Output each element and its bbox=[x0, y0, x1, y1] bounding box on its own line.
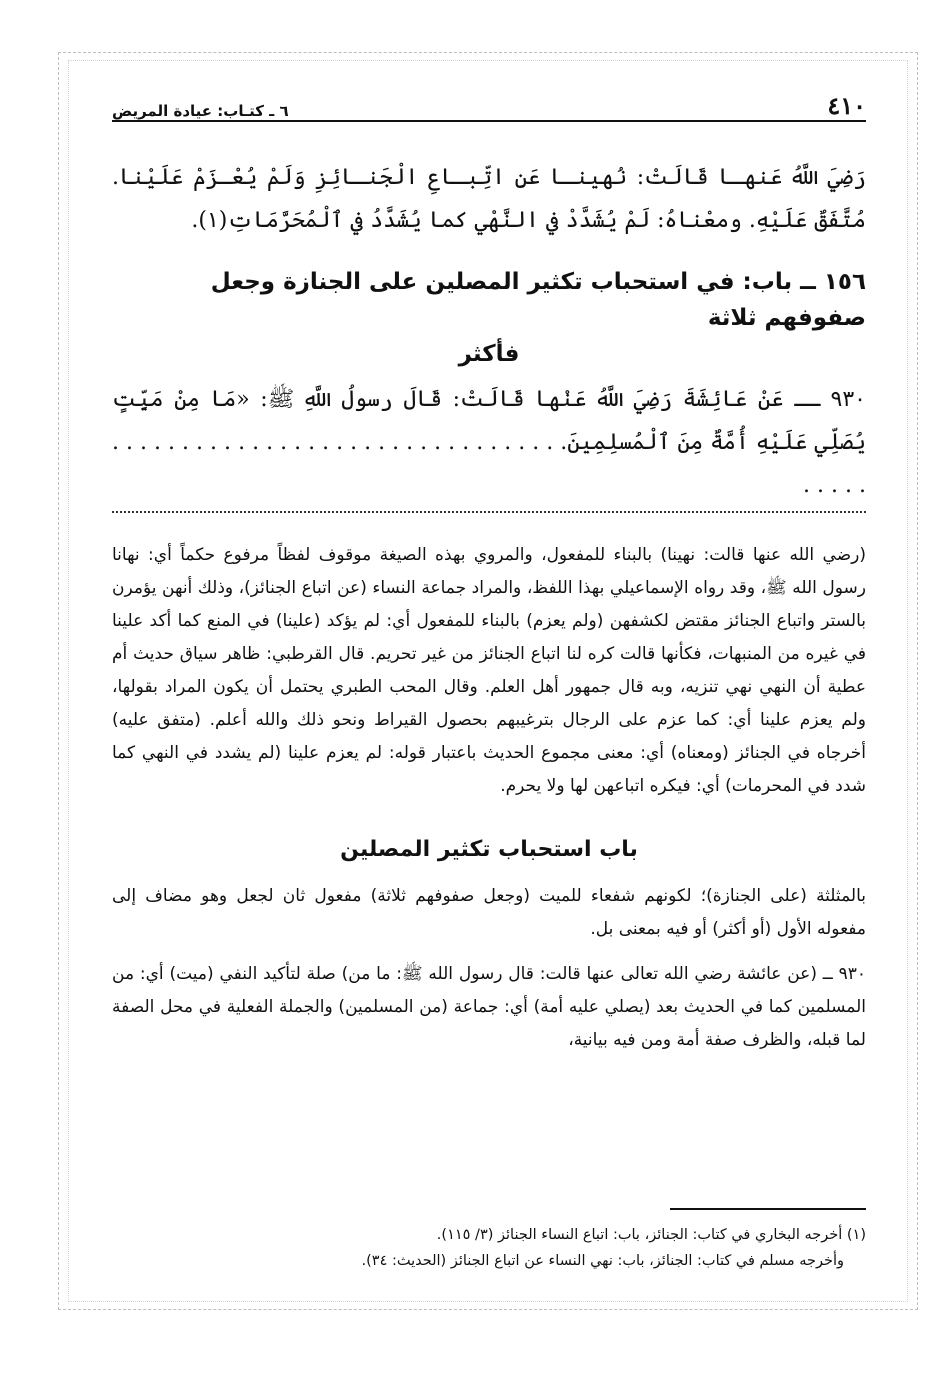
commentary-930-paragraph: ٩٣٠ ــ (عن عائشة رضي الله تعالى عنها قالت: قال رسول الله ﷺ: ما من) صلة لتأكيد النفي (ميت) أي: من المسلمين كما في الحديث بعد (يصلي عليه أمة) أي: جماعة (من المسلمين) والجملة الفعلية في محل الصفة لما قبله، والظرف صفة أمة ومن فيه بيانية، bbox=[112, 964, 866, 1050]
section-title: باب استحباب تكثير المصلين bbox=[340, 837, 638, 862]
page-body bbox=[112, 86, 866, 1057]
commentary-paragraph: (رضي الله عنها قالت: نهينا) بالبناء للمفعول، والمروي بهذه الصيغة موقوف لفظاً مرفوع حكماً أي: نهانا رسول الله ﷺ، وقد رواه الإسماعيلي بهذا اللفظ، والمراد جماعة النساء (عن اتباع الجنائز)، وذلك أنهن يؤمرن بالستر واتباع الجنائز مقتض لكشفهن (ولم يعزم) بالبناء للمفعول أي: لم يؤكد (علينا) في المنع كما أكد علينا في غيره من المنبهات، فكأنها قالت كره لنا اتباع الجنائز من غير تحريم. قال القرطبي: ظاهر سياق حديث أم عطية أن النهي نهي تنزيه، وبه قال جمهور أهل العلم. وقال المحب الطبري يحتمل أن يكون المراد بقولها، ولم يعزم علينا أي: كما عزم على الرجال بترغيبهم بحصول القيراط ونحو ذلك والله أعلم. (متفق عليه) أخرجاه في الجنائز (ومعناه) أي: معنى مجموع الحديث باعتبار قوله: لم يعزم علينا (لم يشدد في النهي كما شدد في المحرمات) أي: فيكره اتباعهن لها ولا يحرم. bbox=[112, 545, 866, 796]
footnotes bbox=[112, 1222, 866, 1274]
footnote-rule bbox=[670, 1208, 866, 1210]
commentary-bab-paragraph: بالمثلثة (على الجنازة)؛ لكونهم شفعاء للميت (وجعل صفوفهم ثلاثة) مفعول ثان لجعل وهو مضاف إلى مفعوله الأول (أو أكثر) أو فيه بمعنى بل. bbox=[112, 886, 866, 939]
hadith-text-top: رَضِيَ اللَّهُ عَنهـا قَالَتْ: نُهينـا عَنِ اتِّبـاعِ الْجَنـائِزِ وَلَمْ يُعْـزَمْ عَلَيْنا. مُتَّفَقٌ عَلَيْهِ. ومعْناهُ: لَمْ يُشَدَّدْ في النَّهْي كما يُشَدَّدُ في ٱلْمُحَرَّمَاتِ(١). bbox=[112, 165, 866, 233]
hadith-930: ٩٣٠ ــ عَنْ عَائِشَةَ رَضِيَ اللَّهُ عَنْها قَالَتْ: قَالَ رسولُ اللَّهِ ﷺ: «مَا مِنْ مَيِّتٍ يُصَلِّي عَلَيْهِ أُمَّةٌ مِنَ ٱلْمُسلِمِينَ. . . . . . . . . . . . . . . . . . . . . . . . . . . . . . . . . . . . . . bbox=[112, 387, 866, 498]
page-header bbox=[112, 86, 866, 122]
footnote-1: (١) أخرجه البخاري في كتاب: الجنائز، باب: اتباع النساء الجنائز (٣/ ١١٥). bbox=[436, 1227, 866, 1243]
chapter-heading-line2: فأكثر bbox=[458, 341, 520, 367]
chapter-heading bbox=[112, 264, 866, 372]
dotted-separator bbox=[112, 511, 866, 513]
page-number: ٤١٠ bbox=[827, 91, 866, 120]
footnote-1-continued: وأخرجه مسلم في كتاب: الجنائز، باب: نهي النساء عن اتباع الجنائز (الحديث: ٣٤). bbox=[361, 1253, 844, 1269]
chapter-heading-line1: ١٥٦ ــ باب: في استحباب تكثير المصلين على الجنازة وجعل صفوفهم ثلاثة bbox=[210, 269, 866, 331]
running-title: ٦ ـ كتـاب: عيادة المريض bbox=[112, 102, 289, 120]
